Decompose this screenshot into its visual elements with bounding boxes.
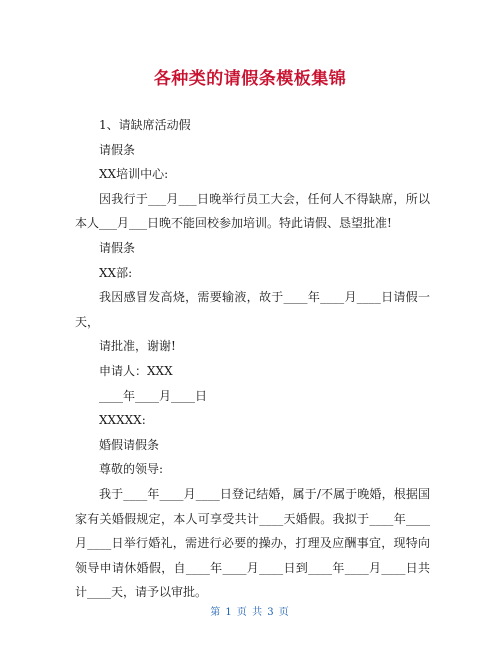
recipient: XX部: — [99, 265, 133, 280]
document-title: 各种类的请假条模板集锦 — [153, 69, 347, 89]
paragraph: 因我行于___月___日晚举行员工大会，任何人不得缺席，所以本人___月___日晚不能回校参加培训。特此请假、恳望批准! — [75, 191, 430, 231]
document-body — [75, 113, 430, 605]
note-heading: 请假条 — [99, 142, 136, 157]
note-heading: 请假条 — [99, 240, 136, 255]
applicant-line: 申请人：XXX — [99, 363, 173, 378]
recipient: XX培训中心: — [99, 167, 169, 182]
salutation: 尊敬的领导: — [99, 462, 164, 477]
date-line: ____年____月____日 — [99, 388, 208, 403]
paragraph: 我于____年____月____日登记结婚，属于/不属于晚婚，根据国家有关婚假规定，本人可享受共计____天婚假。我拟于____年____月____日举行婚礼，需进行必要的操办，打理及应酬事宜，现特向领导申请休婚假，自____年____月____日到____年____月____日共计____天，请予以审批。 — [75, 486, 430, 600]
closing-line: 请批准，谢谢! — [99, 339, 176, 354]
paragraph: 我因感冒发高烧，需要输液，故于____年____月____日请假一天， — [75, 290, 430, 329]
section-heading: 1、请缺席活动假 — [99, 118, 191, 132]
note-heading: 婚假请假条 — [99, 437, 160, 452]
page-number: 第 1 页 共 3 页 — [210, 607, 290, 618]
recipient: XXXXX: — [99, 413, 146, 428]
